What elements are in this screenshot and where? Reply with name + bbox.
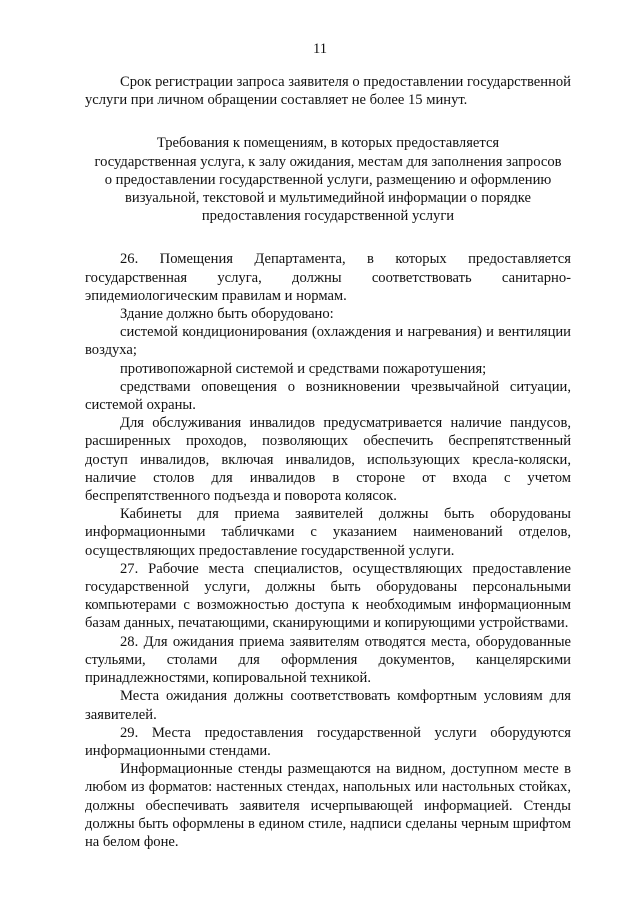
heading-line: государственная услуга, к залу ожидания, местам для заполнения запросов <box>94 153 562 170</box>
heading-line: Требования к помещениям, в которых предоставляется <box>156 135 500 152</box>
paragraph-waiting-areas: Места ожидания должны соответствовать комфортным условиям для заявителей. <box>85 688 571 723</box>
intro-paragraph: Срок регистрации запроса заявителя о предоставлении государственной услуги при личном обращении составляет не более 15 минут. <box>85 74 571 109</box>
paragraph-info-stands: Информационные стенды размещаются на видном, доступном месте в любом из форматов: настенных стендах, напольных или настольных стойках, должны обеспечивать заявителя исчерпывающей информацией. Стенды должны быть оформлены в едином стиле, надписи сделаны черным шрифтом на белом фоне. <box>85 761 571 850</box>
list-item-emergency-alert: средствами оповещения о возникновении чрезвычайной ситуации, системой охраны. <box>85 378 571 414</box>
document-body <box>85 73 571 851</box>
list-item-air-conditioning: системой кондиционирования (охлаждения и нагревания) и вентиляции воздуха; <box>85 324 571 359</box>
paragraph-28: 28. Для ожидания приема заявителям отводятся места, оборудованные стульями, столами для оформления документов, канцелярскими принадлежностями, копировальной техникой. <box>85 633 571 687</box>
paragraph-building-requirements: Здание должно быть оборудовано: <box>120 306 334 323</box>
heading-line: визуальной, текстовой и мультимедийной информации о порядке <box>125 190 531 207</box>
list-item-fire-safety: противопожарной системой и средствами пожаротушения; <box>120 360 487 377</box>
section-heading <box>85 134 571 225</box>
paragraph-26: 26. Помещения Департамента, в которых предоставляется государственная услуга, должны соответствовать санитарно-эпидемиологическим правилам и нормам. <box>85 251 571 304</box>
paragraph-offices: Кабинеты для приема заявителей должны быть оборудованы информационными табличками с указанием наименований отделов, осуществляющих предоставление государственной услуги. <box>85 506 571 559</box>
paragraph-29: 29. Места предоставления государственной услуги оборудуются информационными стендами. <box>85 724 571 759</box>
heading-line: о предоставлении государственной услуги, размещению и оформлению <box>104 171 552 188</box>
heading-line: предоставления государственной услуги <box>201 208 455 225</box>
page-number: 11 <box>312 41 328 57</box>
paragraph-accessibility: Для обслуживания инвалидов предусматривается наличие пандусов, расширенных проходов, позволяющих обеспечить беспрепятственный доступ инвалидов, включая инвалидов, использующих кресла-коляски, наличие столов для инвалидов в стороне от входа с учетом беспрепятственного подъезда и поворота колясок. <box>85 415 571 505</box>
paragraph-27: 27. Рабочие места специалистов, осуществляющих предоставление государственной услуги, должны быть оборудованы персональными компьютерами с возможностью доступа к необходимым информационным базам данных, печатающими, сканирующими и копирующими устройствами. <box>85 560 571 632</box>
